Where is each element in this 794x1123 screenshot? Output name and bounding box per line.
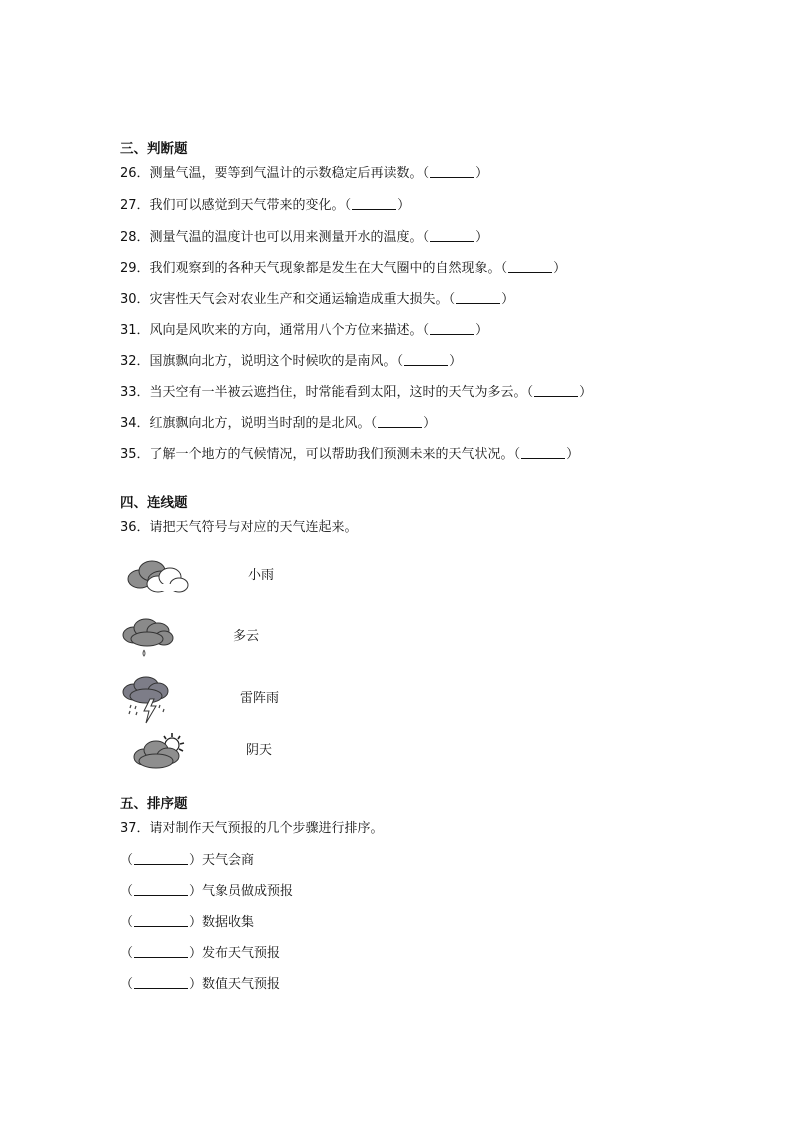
item-number: 30．	[120, 292, 150, 307]
order-blank[interactable]	[134, 976, 188, 989]
sort-item: （ ）气象员做成预报	[120, 884, 294, 899]
sort-item: （ ）数值天气预报	[120, 977, 281, 992]
item-text: 我们观察到的各种天气现象都是发生在大气圈中的自然现象。	[149, 261, 501, 276]
partly-cloudy-icon[interactable]	[132, 731, 188, 771]
sort-item-text: 天气会商	[202, 853, 255, 868]
label-thunderstorm[interactable]: 雷阵雨	[240, 691, 280, 706]
item-text: 红旗飘向北方，说明当时刮的是北风。	[149, 416, 371, 431]
judge-item-34: 34．红旗飘向北方，说明当时刮的是北风。（ ）	[120, 416, 437, 431]
order-blank[interactable]	[134, 883, 188, 896]
section5-heading: 五、排序题	[120, 796, 188, 812]
item-number: 34．	[120, 416, 150, 431]
thunderstorm-icon[interactable]	[120, 675, 172, 725]
sort-item: （ ）发布天气预报	[120, 946, 281, 961]
judge-item-32: 32．国旗飘向北方，说明这个时候吹的是南风。（ ）	[120, 354, 463, 369]
label-cloudy[interactable]: 多云	[233, 629, 260, 644]
answer-blank[interactable]	[430, 229, 474, 242]
sort-item-text: 数据收集	[202, 915, 255, 930]
item-text: 风向是风吹来的方向，通常用八个方位来描述。	[149, 323, 423, 338]
item-number: 26．	[120, 166, 150, 181]
answer-blank[interactable]	[378, 415, 422, 428]
judge-item-35: 35．了解一个地方的气候情况，可以帮助我们预测未来的天气状况。（ ）	[120, 447, 580, 462]
sort-item-text: 发布天气预报	[202, 946, 281, 961]
label-overcast[interactable]: 阴天	[246, 743, 273, 758]
answer-blank[interactable]	[521, 446, 565, 459]
order-blank[interactable]	[134, 914, 188, 927]
cloudy-icon[interactable]	[124, 558, 190, 596]
answer-blank[interactable]	[534, 384, 578, 397]
answer-blank[interactable]	[508, 260, 552, 273]
sort-item-text: 数值天气预报	[202, 977, 281, 992]
label-light-rain[interactable]: 小雨	[248, 568, 275, 583]
sort-item-text: 气象员做成预报	[202, 884, 294, 899]
item-number: 35．	[120, 447, 150, 462]
sort-item: （ ）数据收集	[120, 915, 255, 930]
question-37: 37．请对制作天气预报的几个步骤进行排序。	[120, 821, 384, 836]
judge-item-28: 28．测量气温的温度计也可以用来测量开水的温度。（ ）	[120, 230, 489, 245]
order-blank[interactable]	[134, 852, 188, 865]
item-number: 28．	[120, 230, 150, 245]
question-36: 36．请把天气符号与对应的天气连起来。	[120, 520, 358, 535]
judge-item-33: 33．当天空有一半被云遮挡住，时常能看到太阳，这时的天气为多云。（ ）	[120, 385, 593, 400]
order-blank[interactable]	[134, 945, 188, 958]
item-number: 29．	[120, 261, 150, 276]
item-text: 测量气温，要等到气温计的示数稳定后再读数。	[149, 166, 423, 181]
section4-heading: 四、连线题	[120, 495, 188, 511]
item-text: 测量气温的温度计也可以用来测量开水的温度。	[149, 230, 423, 245]
item-text: 灾害性天气会对农业生产和交通运输造成重大损失。	[149, 292, 449, 307]
section3-heading: 三、判断题	[120, 141, 188, 157]
judge-item-30: 30．灾害性天气会对农业生产和交通运输造成重大损失。（ ）	[120, 292, 515, 307]
item-number: 27．	[120, 198, 150, 213]
item-number: 32．	[120, 354, 150, 369]
item-text: 国旗飘向北方，说明这个时候吹的是南风。	[149, 354, 397, 369]
item-number: 33．	[120, 385, 150, 400]
judge-item-29: 29．我们观察到的各种天气现象都是发生在大气圈中的自然现象。（ ）	[120, 261, 567, 276]
light-rain-icon[interactable]	[120, 617, 176, 659]
judge-item-31: 31．风向是风吹来的方向，通常用八个方位来描述。（ ）	[120, 323, 489, 338]
sort-item: （ ）天气会商	[120, 853, 255, 868]
answer-blank[interactable]	[430, 322, 474, 335]
answer-blank[interactable]	[404, 353, 448, 366]
item-text: 我们可以感觉到天气带来的变化。	[149, 198, 345, 213]
judge-item-26: 26．测量气温，要等到气温计的示数稳定后再读数。（ ）	[120, 166, 489, 181]
judge-item-27: 27．我们可以感觉到天气带来的变化。（ ）	[120, 198, 411, 213]
item-text: 当天空有一半被云遮挡住，时常能看到太阳，这时的天气为多云。	[149, 385, 527, 400]
item-text: 了解一个地方的气候情况，可以帮助我们预测未来的天气状况。	[149, 447, 514, 462]
answer-blank[interactable]	[352, 197, 396, 210]
item-number: 31．	[120, 323, 150, 338]
answer-blank[interactable]	[456, 291, 500, 304]
answer-blank[interactable]	[430, 165, 474, 178]
